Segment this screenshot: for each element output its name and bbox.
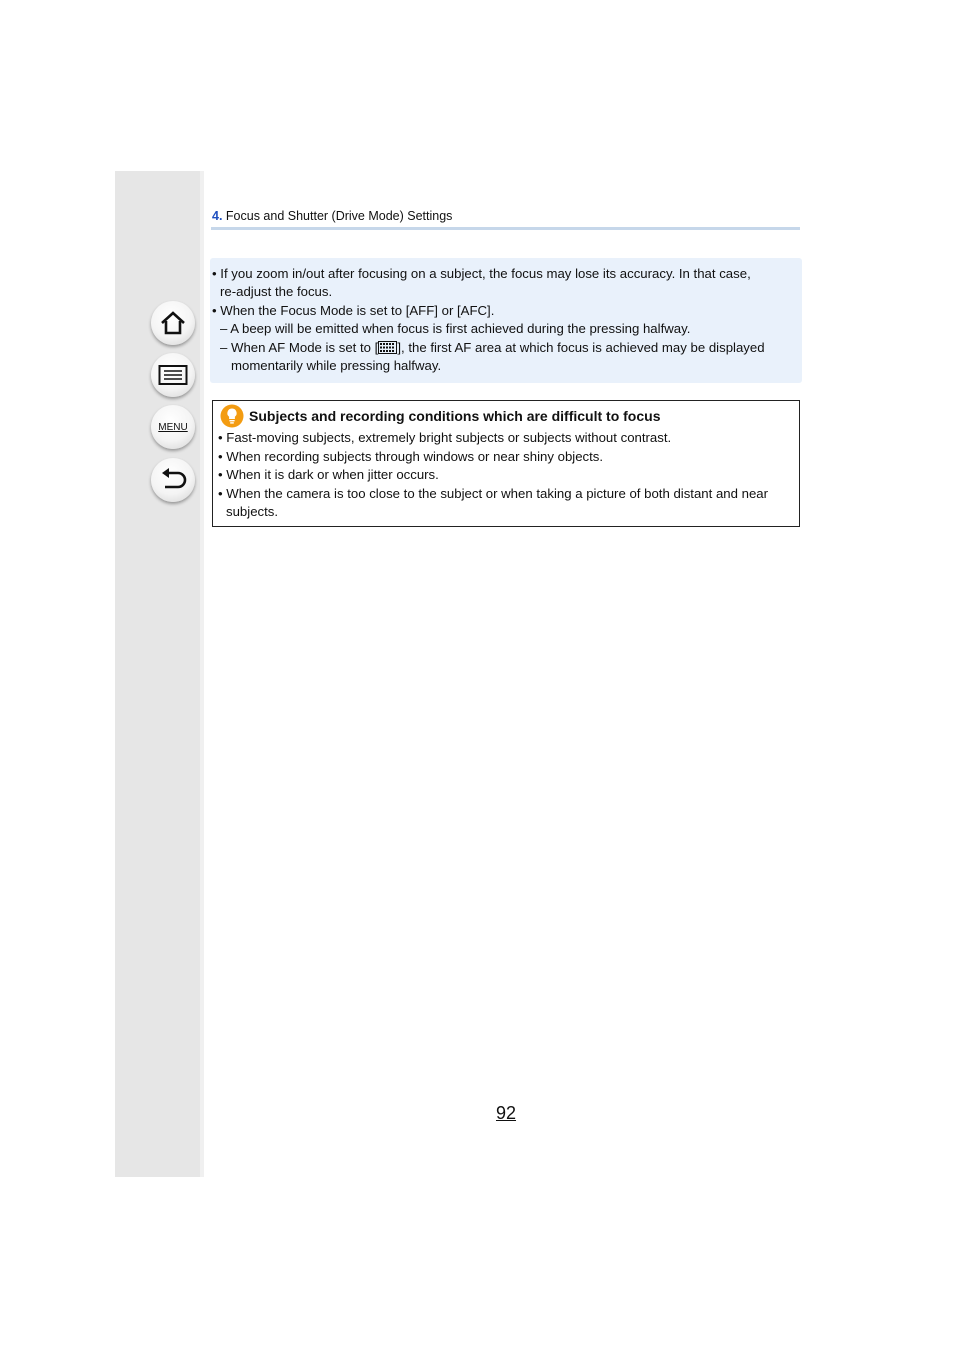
multi-area-af-icon: [378, 341, 397, 354]
note-line: • If you zoom in/out after focusing on a subject, the focus may lose its accuracy. In that case,: [212, 266, 751, 281]
note-box: [210, 258, 802, 383]
sidebar-edge: [200, 171, 204, 1177]
note-line: – A beep will be emitted when focus is first achieved during the pressing halfway.: [220, 321, 691, 336]
note-line: momentarily while pressing halfway.: [231, 358, 442, 373]
hint-box: [212, 400, 800, 527]
hint-line: • When it is dark or when jitter occurs.: [218, 467, 439, 482]
hint-line: subjects.: [226, 504, 279, 519]
back-arrow-icon: [159, 467, 187, 493]
hint-line: • When recording subjects through windows or near shiny objects.: [218, 449, 604, 464]
home-icon: [159, 310, 187, 336]
hint-title: Subjects and recording conditions which are difficult to focus: [249, 408, 661, 424]
note-text: – When AF Mode is set to [: [220, 340, 379, 355]
hint-line: • Fast-moving subjects, extremely bright subjects or subjects without contrast.: [218, 430, 672, 445]
home-button[interactable]: [151, 301, 195, 345]
contents-button[interactable]: [151, 353, 195, 397]
chapter-header: [212, 209, 799, 223]
note-text: ], the first AF area at which focus is achieved may be displayed: [397, 340, 765, 355]
chapter-title: Focus and Shutter (Drive Mode) Settings: [222, 209, 453, 223]
header-divider: [211, 227, 800, 230]
note-line: re-adjust the focus.: [220, 284, 333, 299]
chapter-number: 4.: [212, 209, 223, 223]
page-number: 92: [495, 1103, 517, 1123]
menu-button[interactable]: [151, 405, 195, 449]
hint-line: • When the camera is too close to the subject or when taking a picture of both distant and near: [218, 486, 769, 501]
back-button[interactable]: [151, 458, 195, 502]
list-icon: [158, 364, 188, 386]
menu-label: MENU: [158, 421, 188, 433]
note-line: • When the Focus Mode is set to [AFF] or [AFC].: [212, 303, 495, 318]
lightbulb-icon: [220, 404, 244, 428]
note-line: [220, 339, 765, 358]
